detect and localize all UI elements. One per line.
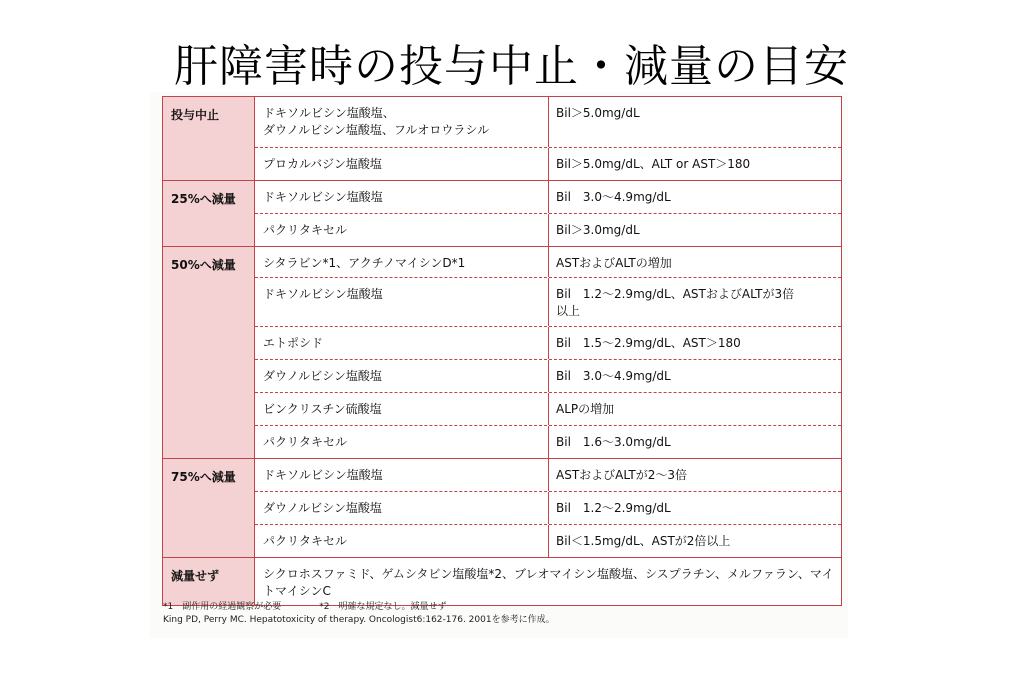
group-label: 50%へ減量: [163, 247, 255, 458]
drug-name: プロカルバジン塩酸塩: [255, 148, 549, 180]
group-row: [163, 458, 841, 557]
drug-name: パクリタキセル: [255, 525, 549, 557]
table-row: [255, 97, 841, 147]
criterion: Bil＞5.0mg/dL、ALT or AST＞180: [556, 157, 751, 171]
group-label: 25%へ減量: [163, 181, 255, 246]
criterion: Bil＞5.0mg/dL: [556, 106, 640, 120]
criterion: Bil＞3.0mg/dL: [556, 223, 640, 237]
criterion: Bil 3.0〜4.9mg/dL: [556, 369, 671, 383]
page-title: 肝障害時の投与中止・減量の目安: [174, 41, 849, 92]
drug-name: ダウノルビシン塩酸塩: [255, 360, 549, 392]
drug-name: エトポシド: [255, 327, 549, 359]
criterion: ASTおよびALTの増加: [556, 256, 672, 270]
footnote-1: *1 副作用の経過観察が必要: [163, 602, 282, 612]
table-row: [255, 277, 841, 326]
footnote-2: *2 明確な規定なし。減量せず: [319, 602, 447, 612]
drug-name: ダウノルビシン塩酸塩: [255, 492, 549, 524]
table-row: [255, 326, 841, 359]
drug-name: シタラビン*1、アクチノマイシンD*1: [255, 247, 549, 277]
criterion: Bil 1.2〜2.9mg/dL: [556, 501, 671, 515]
drug-name: ドキソルビシン塩酸塩: [255, 278, 549, 326]
group-row: [163, 180, 841, 246]
group-row: [163, 246, 841, 458]
criterion: Bil 3.0〜4.9mg/dL: [556, 190, 671, 204]
criterion: Bil 1.6〜3.0mg/dL: [556, 435, 671, 449]
drug-name: ドキソルビシン塩酸塩: [255, 459, 549, 491]
table-row: [255, 491, 841, 524]
drug-name: パクリタキセル: [255, 214, 549, 246]
table-row: [255, 147, 841, 180]
drug-list: シクロホスファミド、ゲムシタビン塩酸塩*2、ブレオマイシン塩酸塩、シスプラチン、メルファラン、マイトマイシンC: [263, 567, 834, 598]
table-row: [255, 181, 841, 213]
table-row: [255, 425, 841, 458]
group-label: 75%へ減量: [163, 459, 255, 557]
criterion: Bil 1.2〜2.9mg/dL、ASTおよびALTが3倍 以上: [556, 287, 795, 318]
group-label: 減量せず: [163, 558, 255, 605]
criterion: Bil 1.5〜2.9mg/dL、AST＞180: [556, 336, 741, 350]
criterion: Bil＜1.5mg/dL、ASTが2倍以上: [556, 534, 731, 548]
drug-name: ビンクリスチン硫酸塩: [255, 393, 549, 425]
dose-table: [162, 96, 842, 606]
drug-name: ドキソルビシン塩酸塩: [255, 181, 549, 213]
group-label: 投与中止: [163, 97, 255, 180]
reference: King PD, Perry MC. Hepatotoxicity of therapy. Oncologist6:162-176. 2001を参考に作成。: [163, 615, 555, 625]
criterion: ASTおよびALTが2〜3倍: [556, 468, 687, 482]
criterion: ALPの増加: [556, 402, 615, 416]
table-row: [255, 459, 841, 491]
group-row: [163, 97, 841, 180]
table-row: [255, 247, 841, 277]
drug-name: ドキソルビシン塩酸塩、 ダウノルビシン塩酸塩、フルオロウラシル: [255, 97, 549, 147]
footnote-line: [163, 601, 853, 614]
table-row: [255, 359, 841, 392]
footnotes: [163, 601, 853, 627]
table-row: [255, 392, 841, 425]
table-row: [255, 213, 841, 246]
table-row: [255, 524, 841, 557]
group-row: [163, 557, 841, 605]
drug-name: パクリタキセル: [255, 426, 549, 458]
